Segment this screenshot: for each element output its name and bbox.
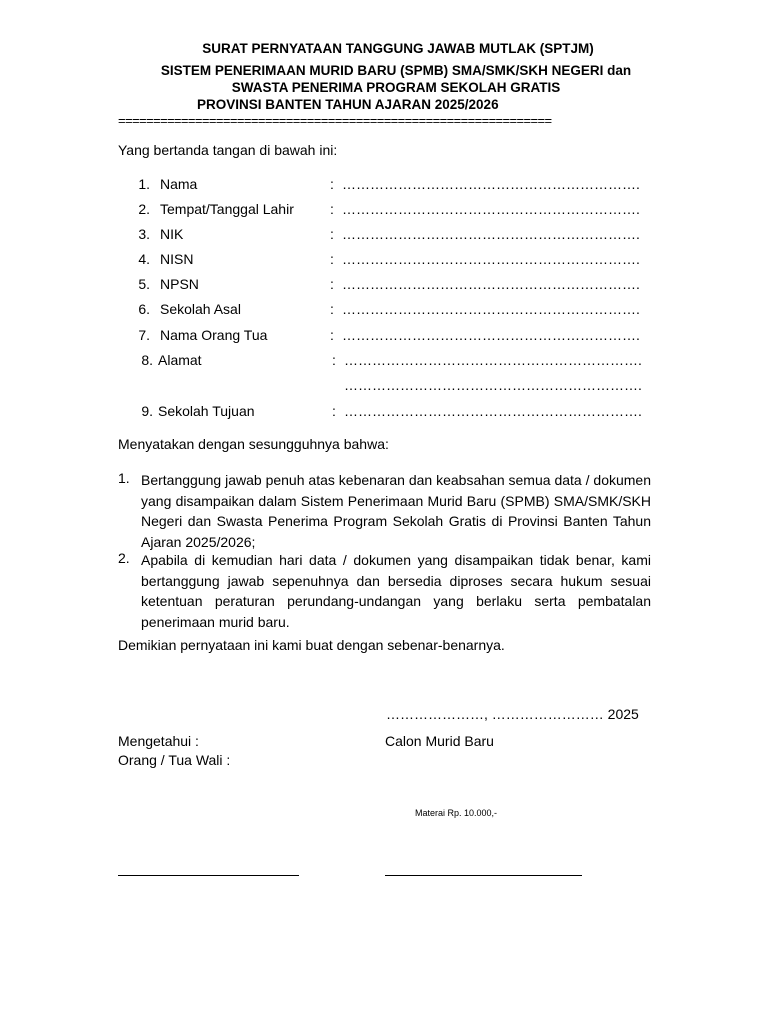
field-colon: : — [332, 403, 336, 419]
field-number: 2. — [138, 201, 150, 217]
field-colon: : — [332, 352, 336, 368]
parent-signature-line — [118, 875, 299, 876]
field-colon: : — [330, 251, 334, 267]
field-colon: : — [330, 327, 334, 343]
field-label: NIK — [160, 226, 184, 242]
field-fill-dots: ………………………………………………………. — [342, 226, 640, 242]
field-number: 1. — [138, 176, 150, 192]
field-colon: : — [330, 301, 334, 317]
title-line-1: SURAT PERNYATAAN TANGGUNG JAWAB MUTLAK (SPTJM) — [202, 41, 594, 56]
field-number: 9. — [141, 403, 153, 419]
declaration-intro: Menyatakan dengan sesungguhnya bahwa: — [118, 436, 389, 452]
statement-number: 2. — [118, 550, 130, 566]
field-fill-dots: ………………………………………………………. — [342, 327, 640, 343]
field-number: 6. — [138, 301, 150, 317]
field-label: Sekolah Asal — [160, 301, 241, 317]
closing-text: Demikian pernyataan ini kami buat dengan sebenar-benarnya. — [118, 637, 505, 653]
field-colon: : — [330, 226, 334, 242]
field-fill-dots: ………………………………………………………. — [342, 276, 640, 292]
field-colon: : — [330, 176, 334, 192]
field-number: 4. — [138, 251, 150, 267]
field-number: 8. — [141, 352, 153, 368]
field-label: NISN — [160, 251, 194, 267]
intro-text: Yang bertanda tangan di bawah ini: — [118, 142, 338, 158]
acknowledge-label: Mengetahui : — [118, 733, 199, 749]
field-fill-dots: ………………………………………………………. — [344, 352, 642, 368]
statement-text: Bertanggung jawab penuh atas kebenaran dan keabsahan semua data / dokumen yang disampaikan dalam Sistem Penerimaan Murid Baru (SPMB) SMA/SMK/SKH Negeri dan Swasta Penerima Program Sekolah Gratis di Provinsi Banten Tahun Ajaran 2025/2026; — [141, 472, 651, 550]
statement-number: 1. — [118, 470, 130, 486]
title-line-4: PROVINSI BANTEN TAHUN AJARAN 2025/2026 — [197, 97, 499, 112]
field-colon: : — [330, 276, 334, 292]
title-line-3: SWASTA PENERIMA PROGRAM SEKOLAH GRATIS — [231, 80, 561, 95]
field-label: NPSN — [160, 276, 199, 292]
field-fill-dots: ………………………………………………………. — [342, 301, 640, 317]
field-fill-dots: ………………………………………………………. — [342, 251, 640, 267]
student-signature-line — [385, 875, 582, 876]
student-label: Calon Murid Baru — [385, 733, 494, 749]
field-number: 5. — [138, 276, 150, 292]
field-fill-dots: ………………………………………………………. — [342, 201, 640, 217]
field-colon: : — [330, 201, 334, 217]
field-fill-dots: ………………………………………………………. — [344, 403, 642, 419]
date-line: …………………, …………………… 2025 — [386, 706, 639, 722]
field-fill-dots: ………………………………………………………. — [344, 377, 642, 393]
field-label: Nama Orang Tua — [160, 327, 268, 343]
title-line-2: SISTEM PENERIMAAN MURID BARU (SPMB) SMA/SMK/SKH NEGERI dan — [160, 63, 632, 78]
field-number: 3. — [138, 226, 150, 242]
field-label: Tempat/Tanggal Lahir — [160, 201, 294, 217]
stamp-duty-note: Materai Rp. 10.000,- — [415, 808, 498, 818]
statement-text: Apabila di kemudian hari data / dokumen yang disampaikan tidak benar, kami bertanggung jawab sepenuhnya dan bersedia diproses secara hukum sesuai ketentuan peraturan perundang-undangan yang berlaku serta pembatalan penerimaan murid baru. — [141, 552, 651, 630]
field-label: Nama — [160, 176, 198, 192]
field-number: 7. — [138, 327, 150, 343]
field-label: Alamat — [158, 352, 202, 368]
field-fill-dots: ………………………………………………………. — [342, 176, 640, 192]
field-label: Sekolah Tujuan — [158, 403, 255, 419]
parent-label: Orang / Tua Wali : — [118, 752, 231, 768]
header-separator: ============================================================== — [118, 113, 552, 128]
